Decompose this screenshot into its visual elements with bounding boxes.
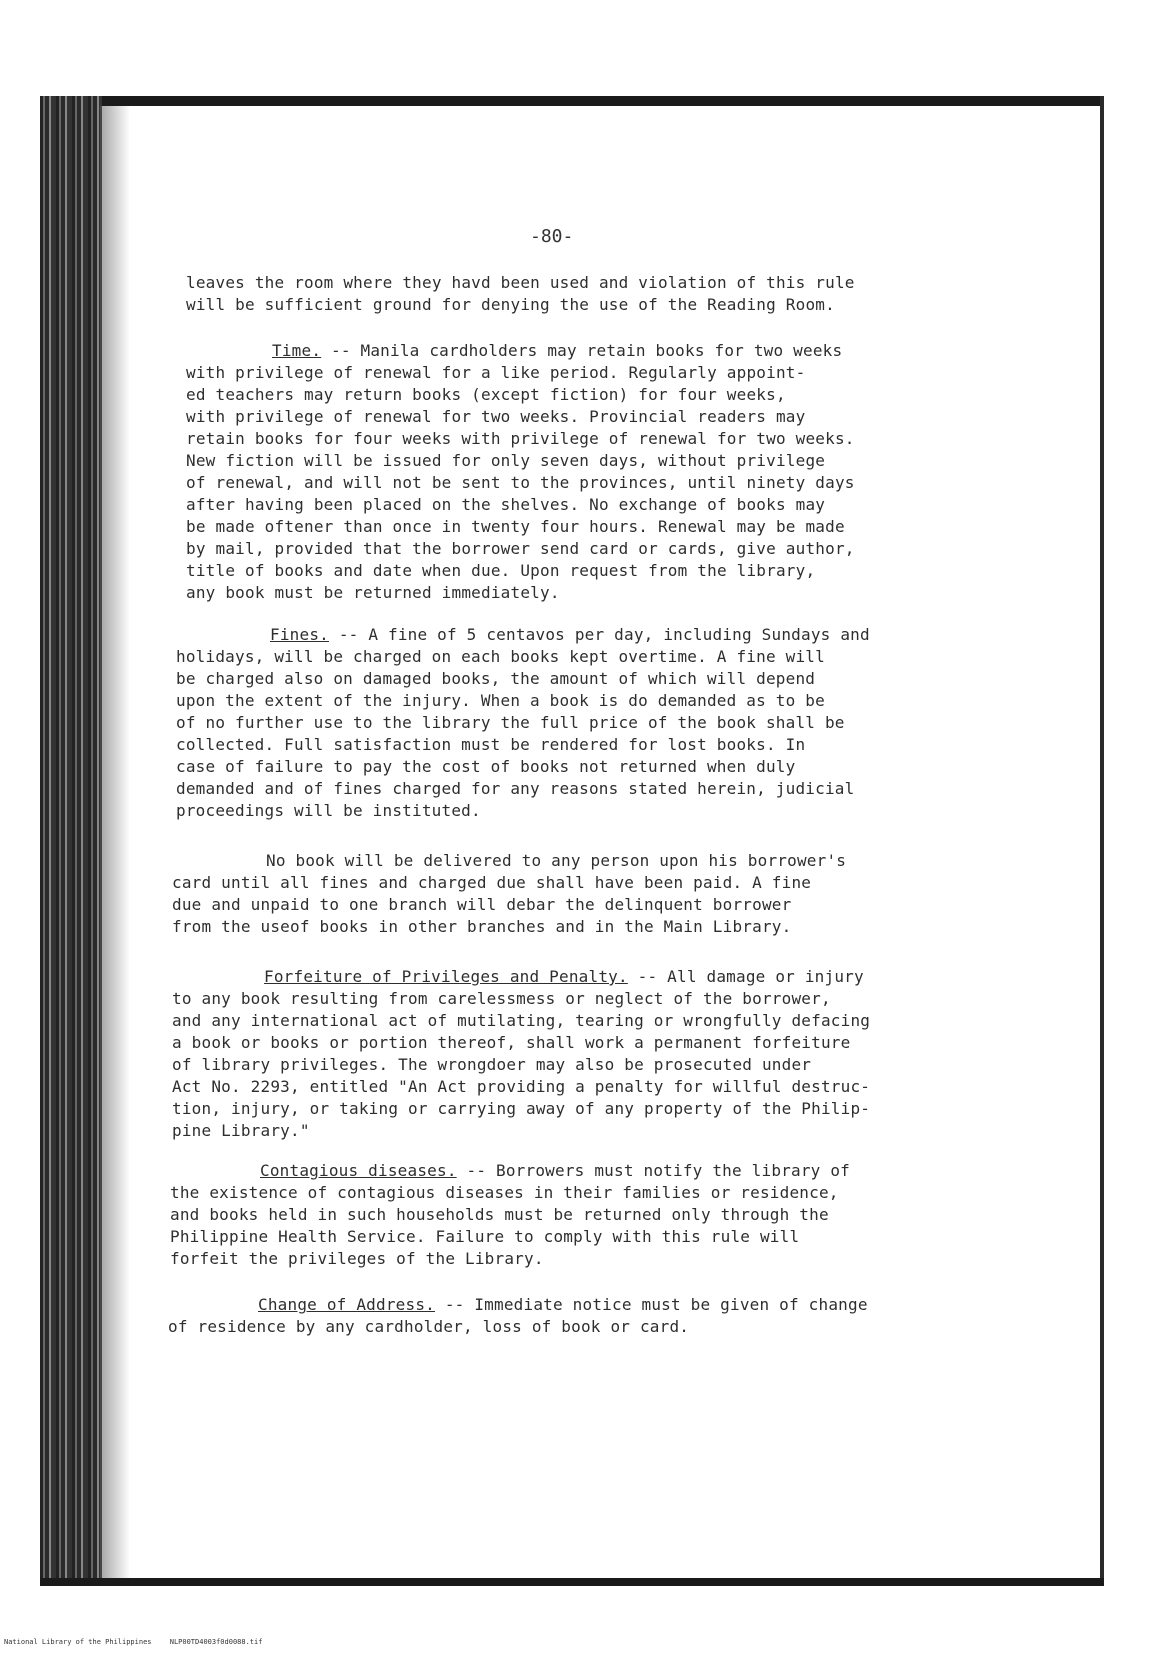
text-line: and books held in such households must be returned only through the: [170, 1205, 829, 1224]
text-line: case of failure to pay the cost of books not returned when duly: [176, 757, 796, 776]
scan-footer: [4, 1638, 276, 1646]
text-line: to any book resulting from carelessmess or neglect of the borrower,: [172, 989, 831, 1008]
text-line: of renewal, and will not be sent to the provinces, until ninety days: [186, 473, 855, 492]
paragraph-time: [186, 340, 855, 604]
text-fragment: -- A fine of 5 centavos per day, including Sundays and: [338, 625, 870, 644]
paragraph-forfeiture: [172, 966, 870, 1142]
footer-institution: National Library of the Philippines: [4, 1638, 152, 1646]
text-fragment: -- Borrowers must notify the library of: [466, 1161, 850, 1180]
text-line: by mail, provided that the borrower send card or cards, give author,: [186, 539, 855, 558]
text-line: title of books and date when due. Upon request from the library,: [186, 561, 816, 580]
text-line: the existence of contagious diseases in their families or residence,: [170, 1183, 839, 1202]
section-heading-fines: Fines.: [270, 625, 329, 644]
text-fragment: -- Immediate notice must be given of change: [444, 1295, 868, 1314]
text-line: with privilege of renewal for two weeks. Provincial readers may: [186, 407, 806, 426]
text-line: Act No. 2293, entitled "An Act providing a penalty for willful destruc-: [172, 1077, 871, 1096]
paragraph-change-of-address: [168, 1294, 868, 1338]
text-line: New fiction will be issued for only seven days, without privilege: [186, 451, 826, 470]
text-line: of residence by any cardholder, loss of book or card.: [168, 1317, 690, 1336]
text-fragment: -- All damage or injury: [637, 967, 864, 986]
text-line: be charged also on damaged books, the amount of which will depend: [176, 669, 816, 688]
paragraph-fines: [176, 624, 870, 822]
text-line: pine Library.": [172, 1121, 310, 1140]
text-line: ed teachers may return books (except fiction) for four weeks,: [186, 385, 786, 404]
text-line: a book or books or portion thereof, shall work a permanent forfeiture: [172, 1033, 851, 1052]
text-line: [172, 966, 870, 988]
page-number: -80-: [530, 226, 574, 247]
text-line: forfeit the privileges of the Library.: [170, 1249, 544, 1268]
text-line: card until all fines and charged due shall have been paid. A fine: [172, 873, 812, 892]
text-line: [176, 624, 870, 646]
paragraph-contagious-diseases: [170, 1160, 850, 1270]
text-fragment: -- Manila cardholders may retain books for two weeks: [331, 341, 843, 360]
section-heading-change-of-address: Change of Address.: [258, 1295, 435, 1314]
text-line: [168, 1294, 868, 1316]
text-line: [170, 1160, 850, 1182]
paragraph-reading-room: [186, 272, 855, 316]
text-line: holidays, will be charged on each books kept overtime. A fine will: [176, 647, 825, 666]
paragraph-delivery: [172, 850, 846, 938]
text-line: will be sufficient ground for denying the use of the Reading Room.: [186, 295, 835, 314]
section-heading-contagious: Contagious diseases.: [260, 1161, 457, 1180]
text-line: after having been placed on the shelves. No exchange of books may: [186, 495, 826, 514]
text-line: retain books for four weeks with privilege of renewal for two weeks.: [186, 429, 855, 448]
section-heading-forfeiture: Forfeiture of Privileges and Penalty.: [264, 967, 628, 986]
text-line: be made oftener than once in twenty four hours. Renewal may be made: [186, 517, 845, 536]
section-heading-time: Time.: [272, 341, 322, 360]
text-line: No book will be delivered to any person upon his borrower's: [266, 851, 847, 870]
text-line: demanded and of fines charged for any reasons stated herein, judicial: [176, 779, 855, 798]
text-line: leaves the room where they havd been used and violation of this rule: [186, 273, 855, 292]
text-line: upon the extent of the injury. When a book is do demanded as to be: [176, 691, 825, 710]
text-line: Philippine Health Service. Failure to comply with this rule will: [170, 1227, 800, 1246]
text-line: proceedings will be instituted.: [176, 801, 481, 820]
text-line: of library privileges. The wrongdoer may also be prosecuted under: [172, 1055, 812, 1074]
text-line: with privilege of renewal for a like period. Regularly appoint-: [186, 363, 806, 382]
text-line: any book must be returned immediately.: [186, 583, 560, 602]
footer-file-id: NLP00TD4003f0d0088.tif: [169, 1638, 263, 1646]
text-line: [186, 340, 855, 362]
text-line: due and unpaid to one branch will debar the delinquent borrower: [172, 895, 792, 914]
text-line: of no further use to the library the full price of the book shall be: [176, 713, 845, 732]
text-line: and any international act of mutilating, tearing or wrongfully defacing: [172, 1011, 871, 1030]
text-line: from the useof books in other branches and in the Main Library.: [172, 917, 792, 936]
text-line: collected. Full satisfaction must be rendered for lost books. In: [176, 735, 806, 754]
text-line: tion, injury, or taking or carrying away of any property of the Philip-: [172, 1099, 871, 1118]
